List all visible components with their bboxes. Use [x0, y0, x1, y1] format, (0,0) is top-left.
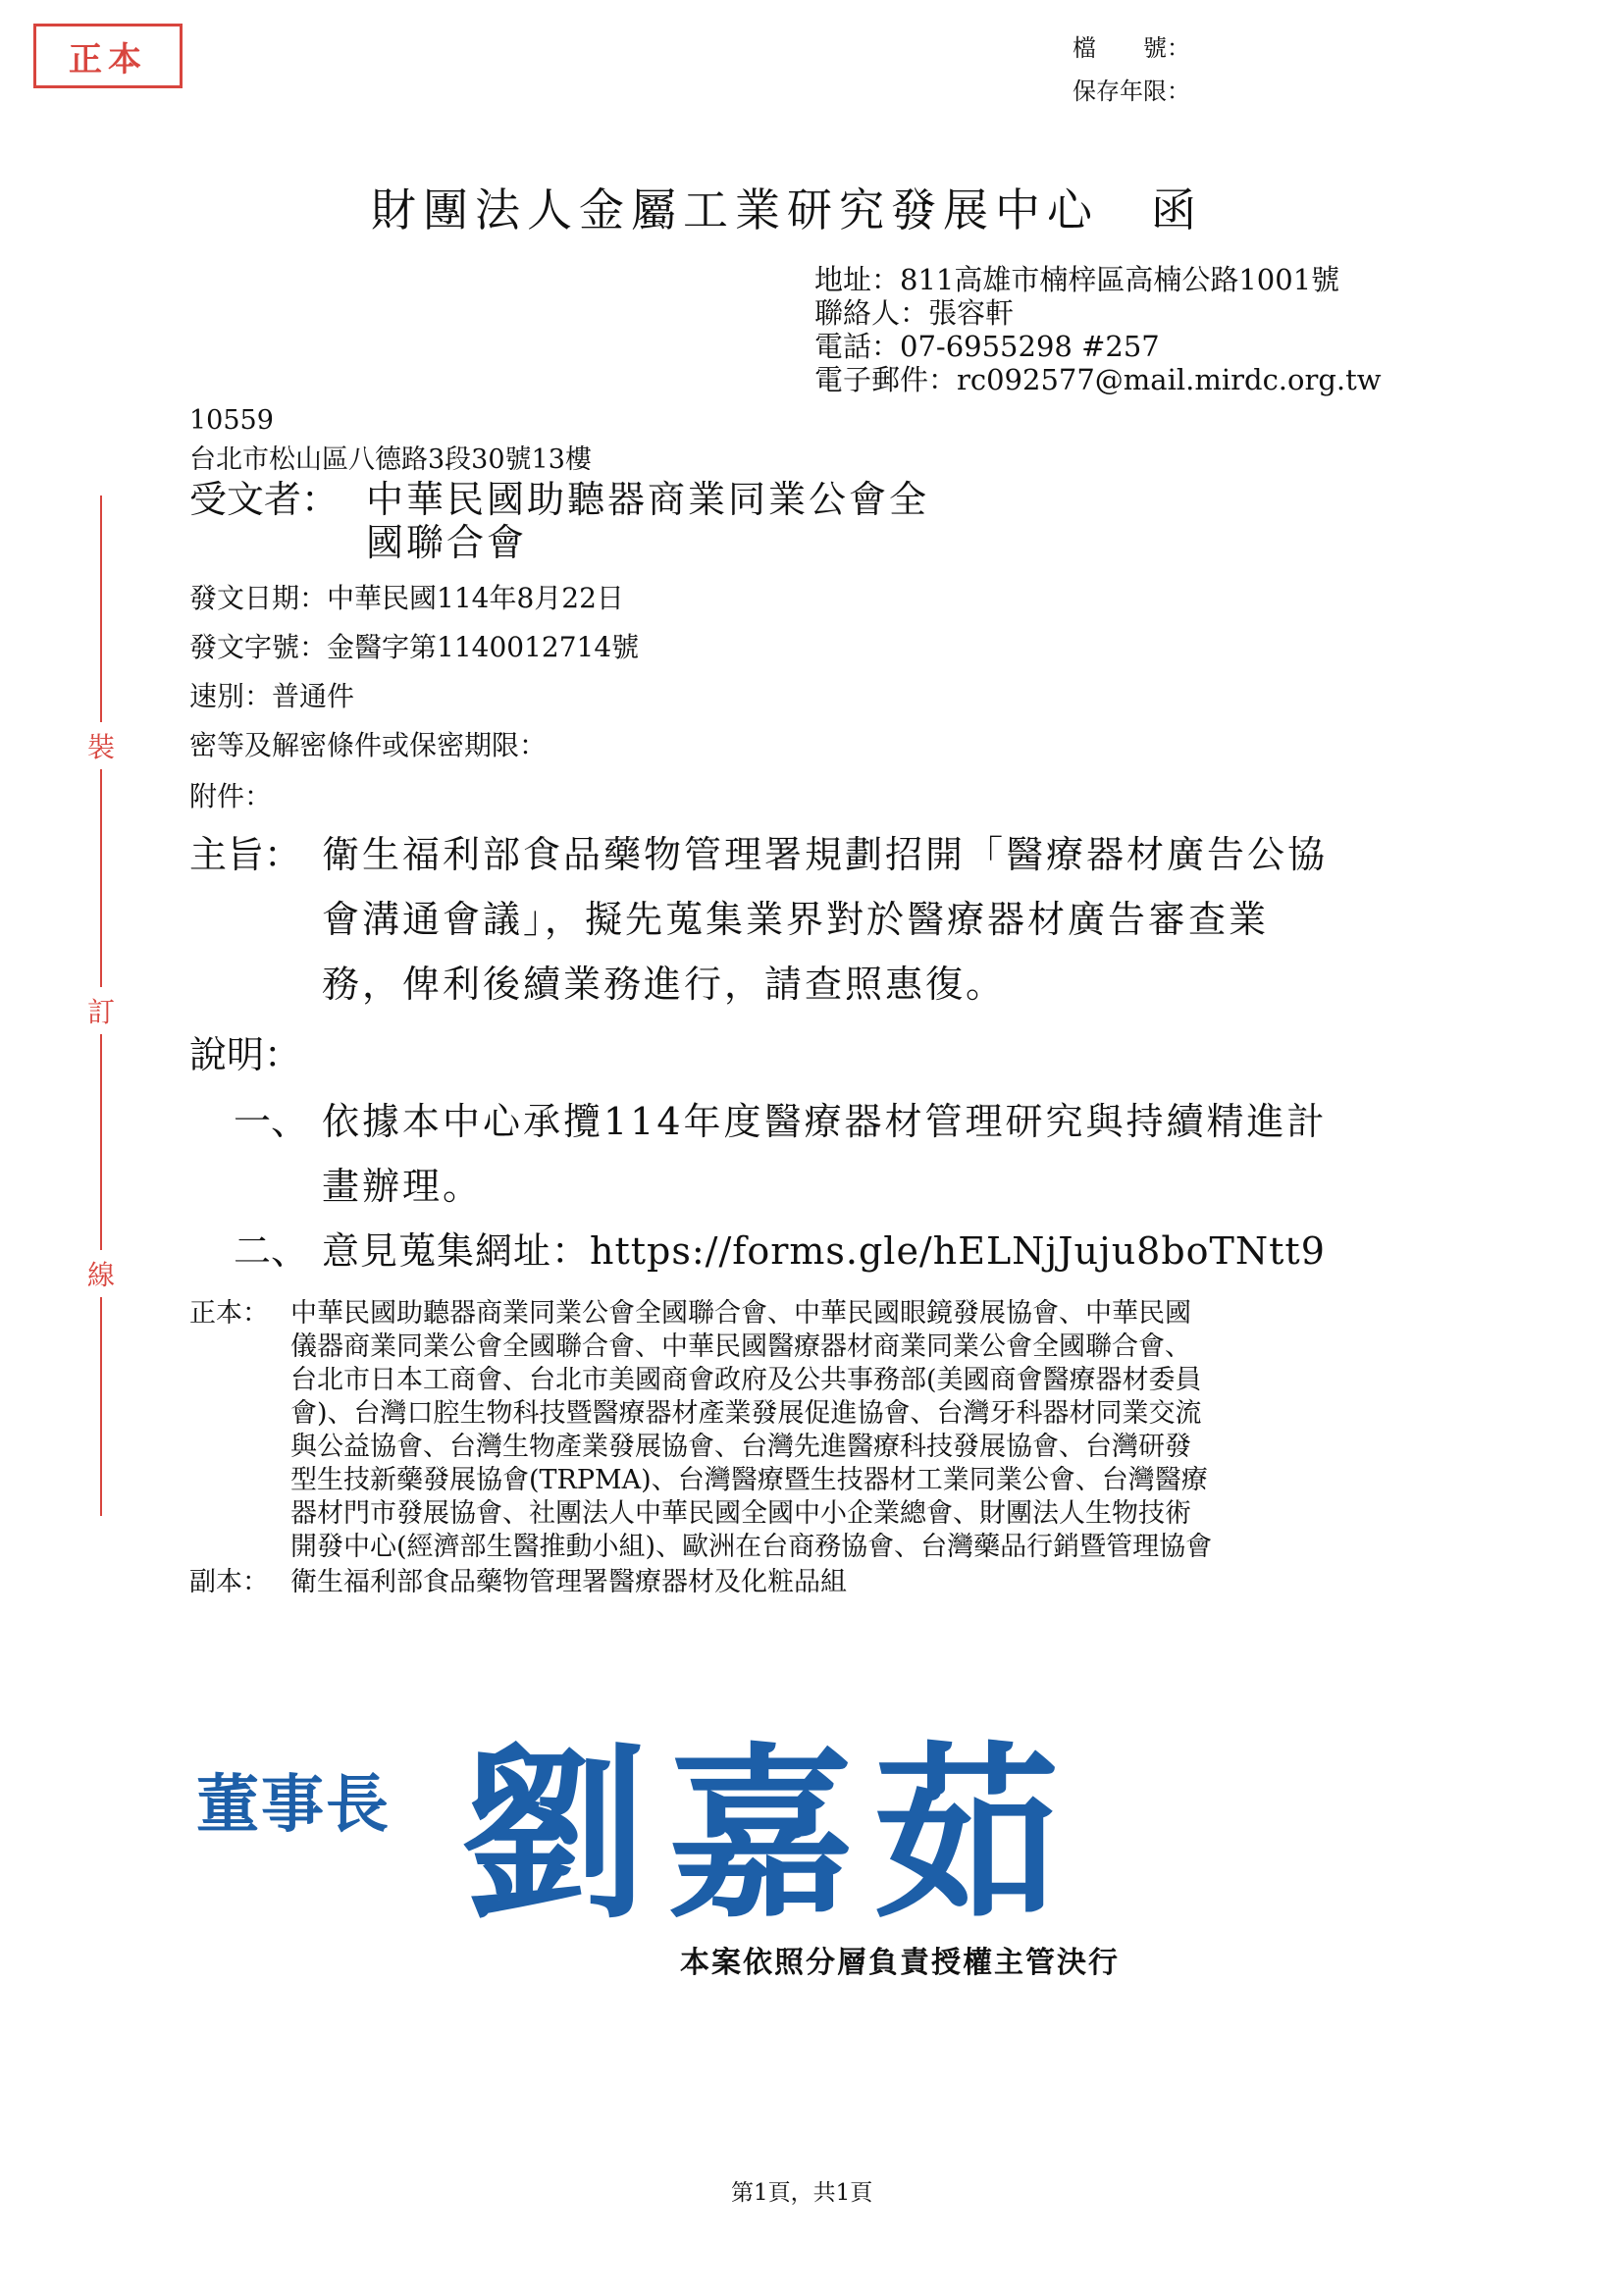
binding-mark-zhuang: 裝: [87, 722, 115, 769]
original-recipients-list: [290, 1297, 1212, 1564]
recipient-list-line: 型生技新藥發展協會(TRPMA)、台灣醫療暨生技器材工業同業公會、台灣醫療: [290, 1465, 1208, 1495]
signature-title: 董事長: [196, 1768, 391, 1842]
binding-mark-xian: 線: [87, 1250, 115, 1297]
recipient-list-line: 會)、台灣口腔生物科技暨醫療器材產業發展促進協會、台灣牙科器材同業交流: [290, 1398, 1202, 1429]
delivery-speed: 速別：普通件: [189, 680, 355, 712]
recipient-name-line1: 中華民國助聽器商業同業公會全: [366, 478, 930, 521]
recipient-list-line: 與公益協會、台灣生物產業發展協會、台灣先進醫療科技發展協會、台灣研發: [290, 1432, 1191, 1462]
reference-number: 發文字號：金醫字第1140012714號: [189, 631, 640, 663]
recipient-postcode: 10559: [189, 405, 274, 436]
explanation-item1-marker: 一、: [234, 1100, 309, 1143]
recipient-address: 台北市松山區八德路3段30號13樓: [189, 444, 592, 475]
archive-number-label: 檔 號：: [1073, 34, 1190, 62]
sender-phone: 電話：07-6955298 #257: [814, 330, 1160, 363]
retention-period-label: 保存年限：: [1073, 78, 1190, 105]
recipient-list-line: 開發中心(經濟部生醫推動小組)、歐洲在台商務協會、台灣藥品行銷暨管理協會: [290, 1532, 1213, 1562]
secrecy-level: 密等及解密條件或保密期限：: [189, 729, 548, 761]
sender-contact: 聯絡人：張容軒: [814, 296, 1015, 330]
signature-name: 劉嘉茹: [461, 1725, 1080, 1944]
sender-address: 地址：811高雄市楠梓區高楠公路1001號: [814, 263, 1340, 296]
recipient-list-line: 中華民國助聽器商業同業公會全國聯合會、中華民國眼鏡發展協會、中華民國: [290, 1298, 1191, 1329]
subject-line: 務，俾利後續業務進行，請查照惠復。: [322, 963, 1007, 1006]
binding-mark-ding: 訂: [87, 987, 115, 1034]
explanation-line: 依據本中心承攬114年度醫療器材管理研究與持續精進計: [322, 1100, 1328, 1143]
survey-link[interactable]: 意見蒐集網址：https://forms.gle/hELNjJuju8boTNtt9: [322, 1229, 1326, 1273]
original-copy-stamp: 正本: [33, 24, 183, 88]
explanation-item2-marker: 二、: [234, 1229, 309, 1273]
subject-label: 主旨：: [189, 833, 302, 876]
page-number: 第1頁，共1頁: [731, 2180, 873, 2206]
subject-body: [322, 822, 1328, 1017]
recipient-list-line: 儀器商業同業公會全國聯合會、中華民國醫療器材商業同業公會全國聯合會、: [290, 1331, 1191, 1362]
explanation-line: 畫辦理。: [322, 1165, 484, 1208]
sender-email: 電子郵件：rc092577@mail.mirdc.org.tw: [814, 363, 1382, 396]
copy-recipients-label: 副本：: [189, 1567, 269, 1597]
copy-recipients: 衛生福利部食品藥物管理署醫療器材及化粧品組: [290, 1567, 847, 1597]
recipient-label: 受文者：: [189, 478, 340, 521]
document-title: 財團法人金屬工業研究發展中心 函: [371, 183, 1203, 236]
authorization-note: 本案依照分層負責授權主管決行: [680, 1946, 1120, 1980]
recipient-list-line: 台北市日本工商會、台北市美國商會政府及公共事務部(美國商會醫療器材委員: [290, 1365, 1202, 1395]
subject-line: 衛生福利部食品藥物管理署規劃招開「醫療器材廣告公協: [322, 833, 1329, 876]
explanation-label: 說明：: [189, 1033, 302, 1076]
recipient-list-line: 器材門市發展協會、社團法人中華民國全國中小企業總會、財團法人生物技術: [290, 1498, 1191, 1529]
attachment-label: 附件：: [189, 780, 273, 812]
subject-line: 會溝通會議」，擬先蒐集業界對於醫療器材廣告審查業: [322, 898, 1270, 941]
original-recipients-label: 正本：: [189, 1298, 269, 1329]
explanation-item1-body: [322, 1089, 1328, 1219]
sender-info: [814, 263, 1382, 396]
issue-date: 發文日期：中華民國114年8月22日: [189, 582, 624, 614]
recipient-name-line2: 國聯合會: [366, 521, 528, 564]
